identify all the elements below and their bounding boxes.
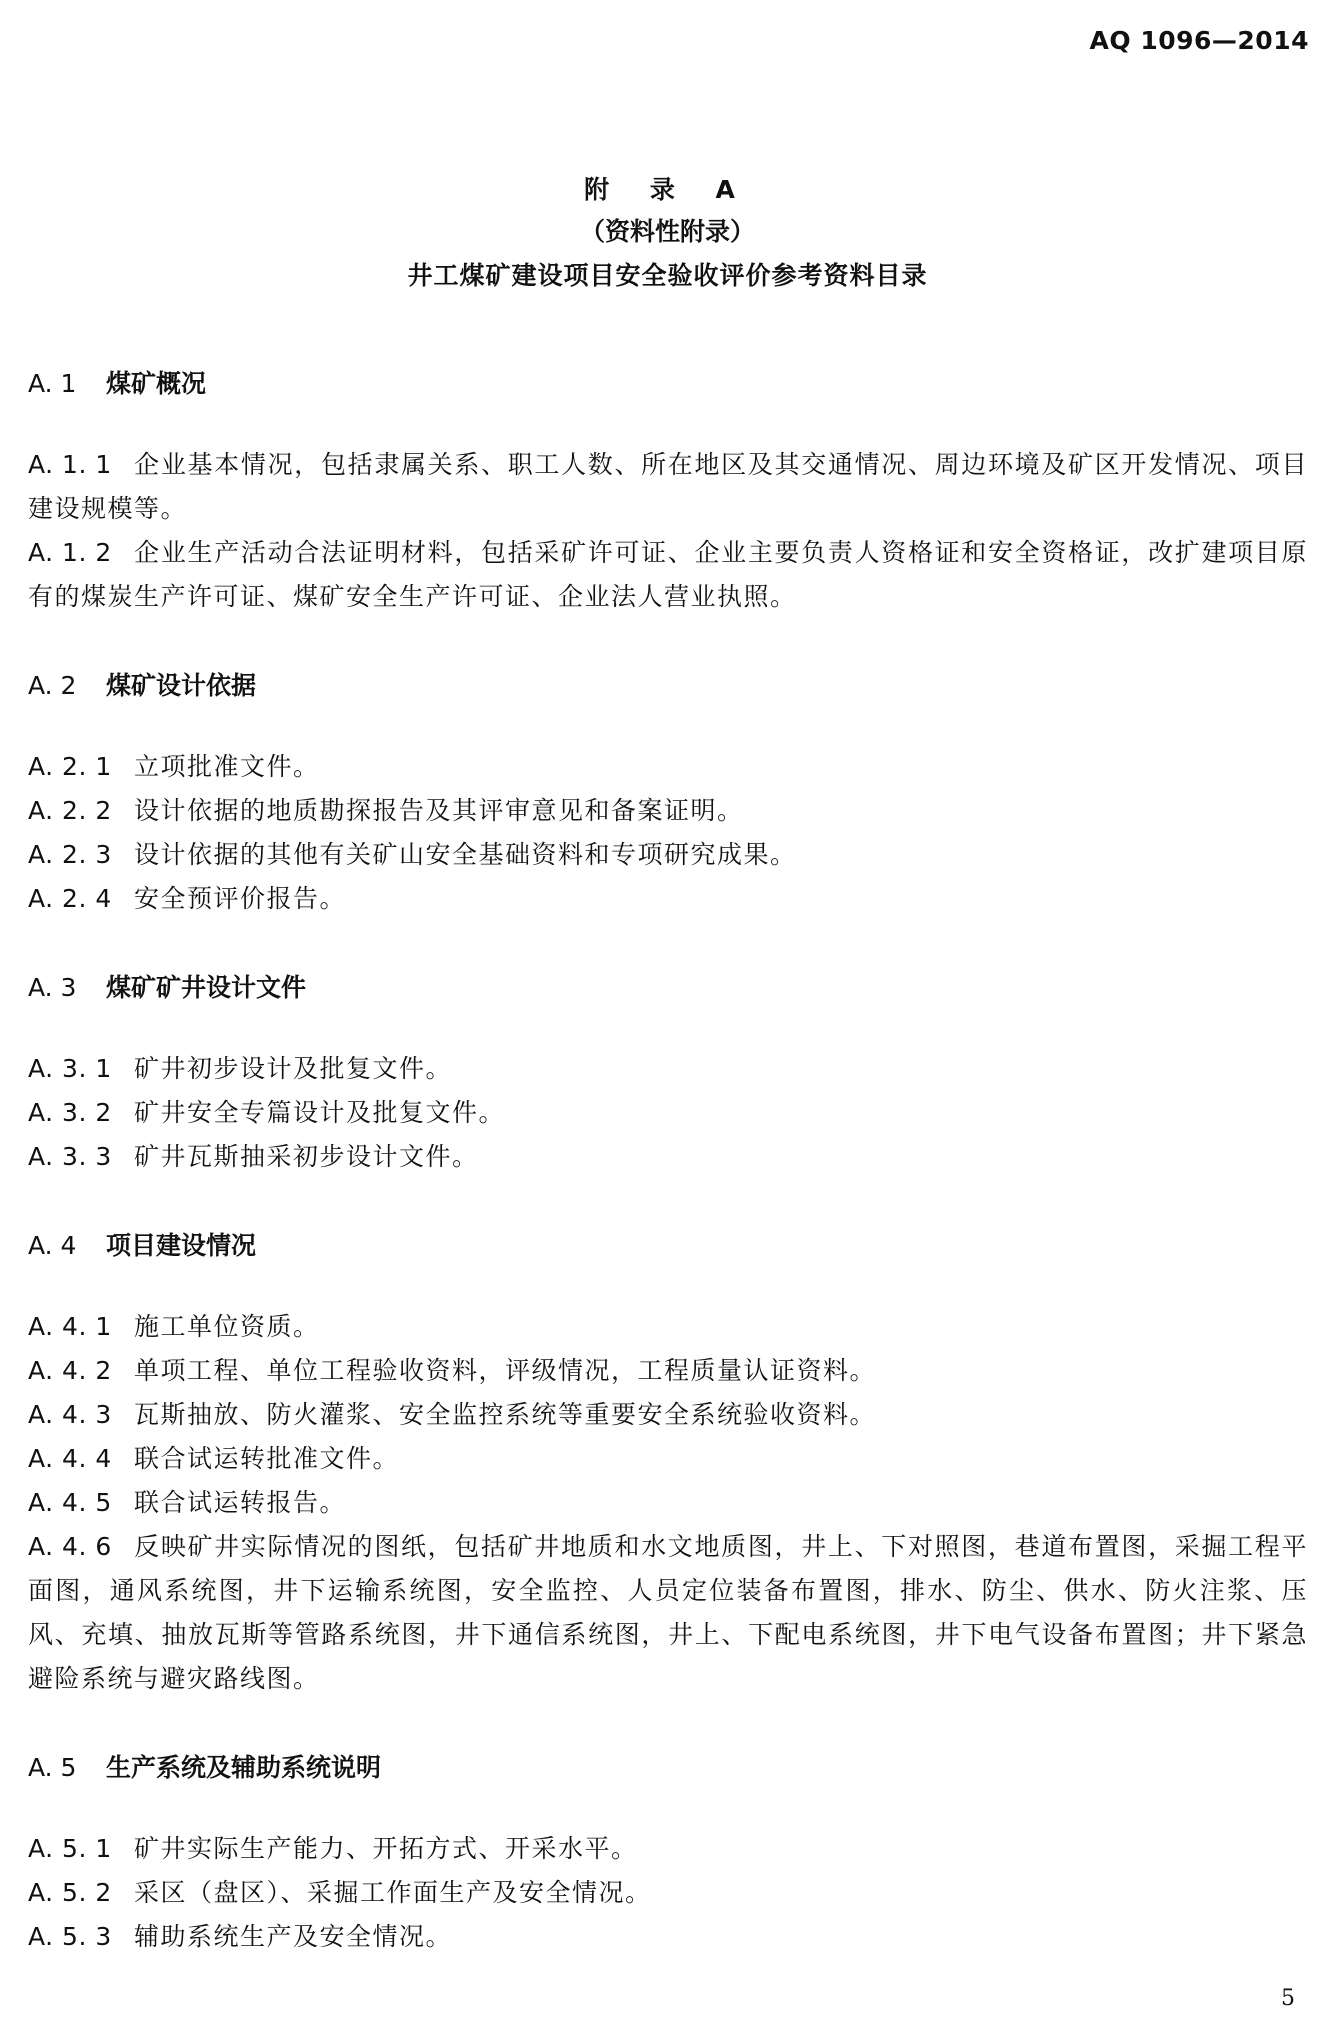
list-item	[28, 443, 1308, 531]
item-text: 矿井初步设计及批复文件。	[134, 1054, 453, 1083]
section-title: 煤矿概况	[106, 369, 207, 398]
list-item	[28, 531, 1308, 619]
section-heading	[28, 1227, 1308, 1265]
section-number: A. 2	[28, 671, 77, 700]
item-text: 采区（盘区）、采掘工作面生产及安全情况。	[134, 1878, 652, 1907]
section-heading	[28, 667, 1308, 705]
item-text: 矿井瓦斯抽采初步设计文件。	[134, 1142, 479, 1171]
item-text: 单项工程、单位工程验收资料，评级情况，工程质量认证资料。	[134, 1356, 877, 1385]
section-title: 生产系统及辅助系统说明	[106, 1753, 382, 1782]
annex-title: 附 录 A	[584, 175, 751, 204]
item-text: 辅助系统生产及安全情况。	[134, 1922, 453, 1951]
section-title: 煤矿矿井设计文件	[106, 973, 307, 1002]
annex-name: 井工煤矿建设项目安全验收评价参考资料目录	[407, 261, 928, 290]
section-heading	[28, 1749, 1308, 1787]
item-number: A. 4. 5	[28, 1488, 112, 1517]
item-number: A. 4. 6	[28, 1532, 112, 1561]
list-item	[28, 1349, 1308, 1393]
item-text: 设计依据的其他有关矿山安全基础资料和专项研究成果。	[134, 840, 797, 869]
item-number: A. 2. 3	[28, 840, 112, 869]
item-text: 瓦斯抽放、防火灌浆、安全监控系统等重要安全系统验收资料。	[134, 1400, 877, 1429]
item-number: A. 5. 3	[28, 1922, 112, 1951]
section-heading	[28, 969, 1308, 1007]
section-number: A. 5	[28, 1753, 77, 1782]
list-item	[28, 1091, 1308, 1135]
section-number: A. 4	[28, 1231, 77, 1260]
list-item	[28, 1437, 1308, 1481]
section-title: 项目建设情况	[106, 1231, 257, 1260]
list-item	[28, 1135, 1308, 1179]
item-number: A. 2. 1	[28, 752, 112, 781]
section-title: 煤矿设计依据	[106, 671, 257, 700]
section-number: A. 3	[28, 973, 77, 1002]
item-number: A. 4. 1	[28, 1312, 112, 1341]
list-item	[28, 877, 1308, 921]
list-item	[28, 1305, 1308, 1349]
list-item	[28, 1871, 1308, 1915]
list-item	[28, 1047, 1308, 1091]
section-number: A. 1	[28, 369, 77, 398]
item-text: 反映矿井实际情况的图纸，包括矿井地质和水文地质图，井上、下对照图，巷道布置图，采掘工程平面图，通风系统图，井下运输系统图，安全监控、人员定位装备布置图，排水、防尘、供水、防火注浆、压风、充填、抽放瓦斯等管路系统图，井下通信系统图，井上、下配电系统图，井下电气设备布置图；井下紧急避险系统与避灾路线图。	[28, 1532, 1308, 1693]
item-text: 安全预评价报告。	[134, 884, 347, 913]
item-text: 矿井安全专篇设计及批复文件。	[134, 1098, 506, 1127]
page-number: 5	[1281, 1986, 1295, 2011]
item-number: A. 5. 1	[28, 1834, 112, 1863]
item-text: 企业基本情况，包括隶属关系、职工人数、所在地区及其交通情况、周边环境及矿区开发情况、项目建设规模等。	[28, 450, 1308, 523]
list-item	[28, 1827, 1308, 1871]
item-text: 施工单位资质。	[134, 1312, 320, 1341]
item-text: 联合试运转批准文件。	[134, 1444, 400, 1473]
item-number: A. 1. 2	[28, 538, 112, 567]
item-number: A. 4. 3	[28, 1400, 112, 1429]
list-item	[28, 1915, 1308, 1959]
list-item	[28, 789, 1308, 833]
list-item	[28, 1481, 1308, 1525]
annex-content	[28, 365, 1308, 1959]
standard-code: AQ 1096—2014	[1089, 26, 1309, 55]
item-text: 立项批准文件。	[134, 752, 320, 781]
list-item	[28, 1525, 1308, 1701]
item-text: 企业生产活动合法证明材料，包括采矿许可证、企业主要负责人资格证和安全资格证，改扩建项目原有的煤炭生产许可证、煤矿安全生产许可证、企业法人营业执照。	[28, 538, 1308, 611]
list-item	[28, 745, 1308, 789]
item-text: 设计依据的地质勘探报告及其评审意见和备案证明。	[134, 796, 744, 825]
item-text: 矿井实际生产能力、开拓方式、开采水平。	[134, 1834, 638, 1863]
list-item	[28, 833, 1308, 877]
item-text: 联合试运转报告。	[134, 1488, 347, 1517]
section-heading	[28, 365, 1308, 403]
item-number: A. 5. 2	[28, 1878, 112, 1907]
item-number: A. 3. 1	[28, 1054, 112, 1083]
item-number: A. 3. 3	[28, 1142, 112, 1171]
item-number: A. 1. 1	[28, 450, 112, 479]
annex-subtitle: （资料性附录）	[579, 217, 755, 246]
list-item	[28, 1393, 1308, 1437]
item-number: A. 4. 4	[28, 1444, 112, 1473]
item-number: A. 2. 4	[28, 884, 112, 913]
item-number: A. 2. 2	[28, 796, 112, 825]
item-number: A. 3. 2	[28, 1098, 112, 1127]
item-number: A. 4. 2	[28, 1356, 112, 1385]
